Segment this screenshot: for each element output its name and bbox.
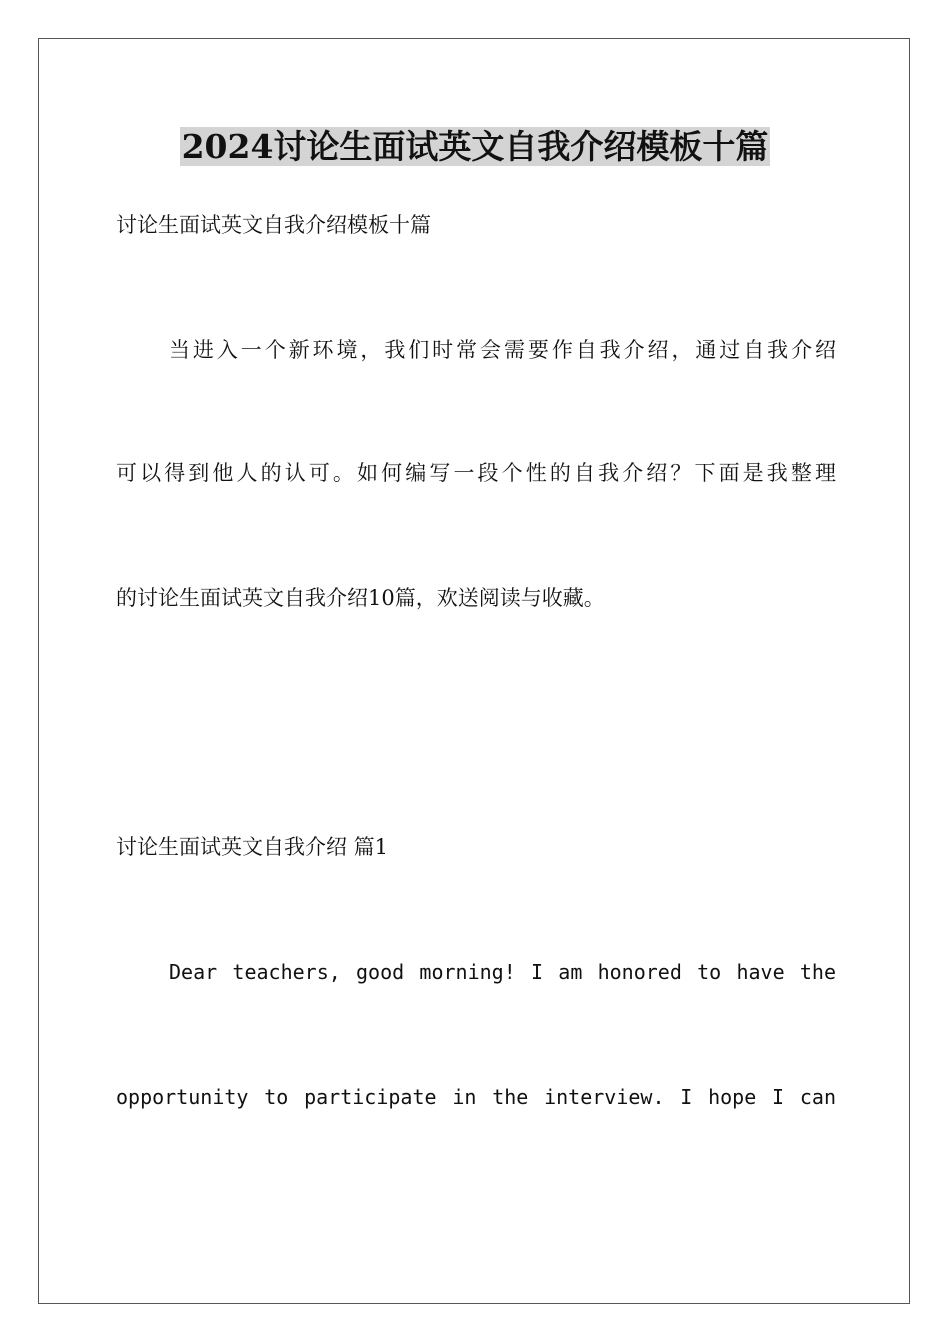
- body-paragraph-line-1: Dear teachers, good morning! I am honored to have the: [169, 960, 836, 984]
- intro-paragraph-line-2: 可以得到他人的认可。如何编写一段个性的自我介绍？下面是我整理: [116, 461, 836, 485]
- document-subtitle: 讨论生面试英文自我介绍模板十篇: [116, 213, 431, 237]
- document-title: [0, 124, 950, 170]
- intro-paragraph-line-1: 当进入一个新环境，我们时常会需要作自我介绍，通过自我介绍: [169, 338, 836, 362]
- section-heading: 讨论生面试英文自我介绍 篇1: [116, 835, 389, 859]
- intro-paragraph-line-3: 的讨论生面试英文自我介绍10篇，欢送阅读与收藏。: [116, 586, 605, 610]
- document-title-text: 2024讨论生面试英文自我介绍模板十篇: [181, 127, 769, 166]
- body-paragraph-line-2: opportunity to participate in the interview. I hope I can: [116, 1085, 836, 1109]
